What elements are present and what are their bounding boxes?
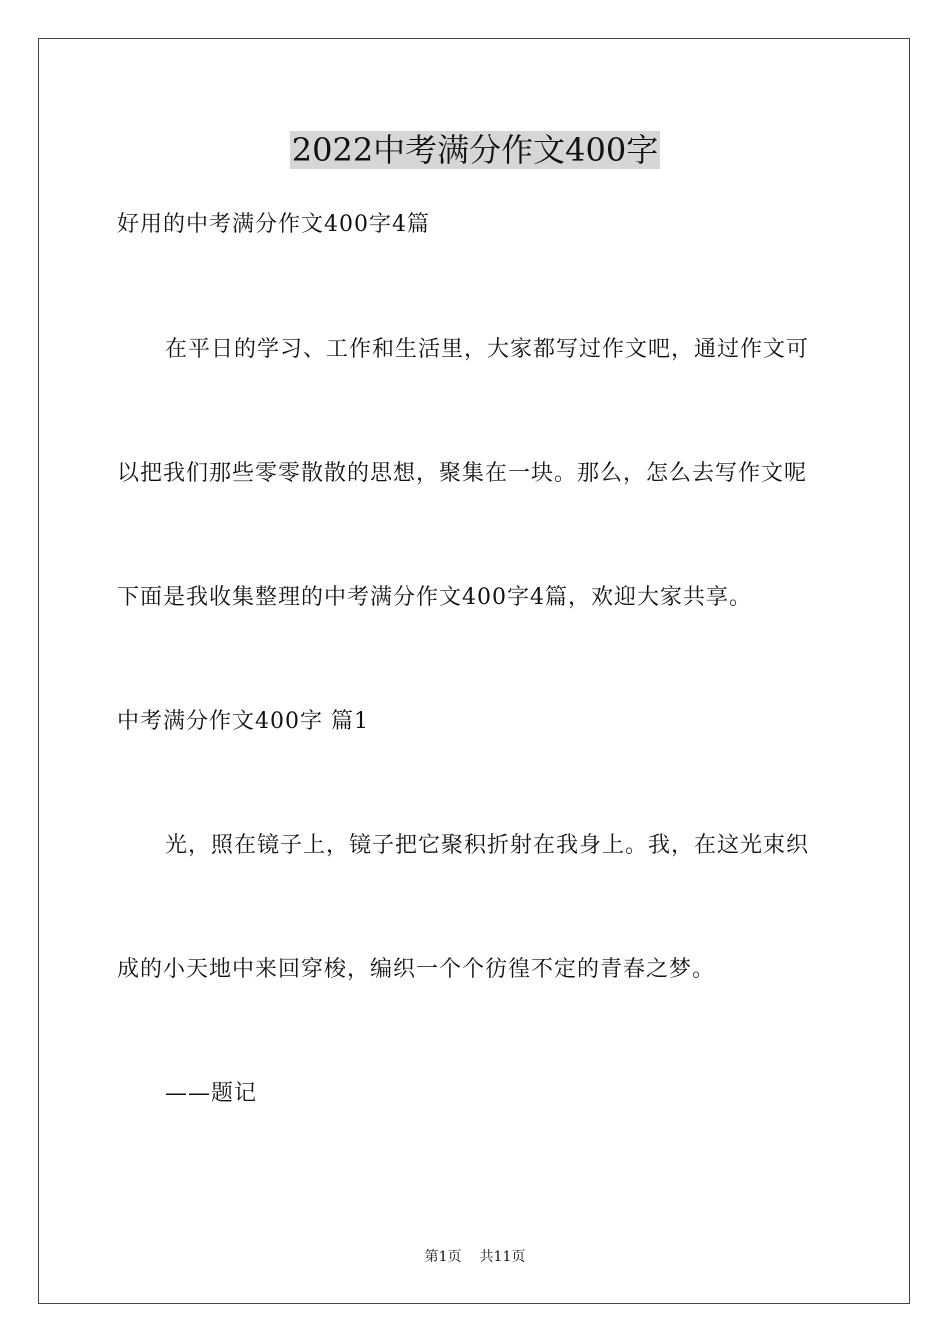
document-title-text: 2022中考满分作文400字: [291, 131, 659, 169]
intro-line-3: 下面是我收集整理的中考满分作文400字4篇，欢迎大家共享。: [117, 585, 752, 610]
intro-line-1: 在平日的学习、工作和生活里，大家都写过作文吧，通过作文可: [165, 337, 810, 362]
document-title: [0, 128, 950, 172]
section-heading: 中考满分作文400字 篇1: [117, 709, 369, 734]
epigraph: ——题记: [165, 1081, 258, 1106]
essay-line-2: 成的小天地中来回穿梭，编织一个个彷徨不定的青春之梦。: [117, 957, 716, 982]
essay-line-1: 光，照在镜子上，镜子把它聚积折射在我身上。我，在这光束织: [165, 833, 810, 858]
page-footer: [0, 1247, 950, 1267]
page-number-current: 第1页: [424, 1249, 462, 1265]
page-number-total: 共11页: [479, 1249, 526, 1265]
document-subtitle: 好用的中考满分作文400字4篇: [117, 212, 430, 237]
intro-line-2: 以把我们那些零零散散的思想，聚集在一块。那么，怎么去写作文呢: [117, 461, 808, 486]
